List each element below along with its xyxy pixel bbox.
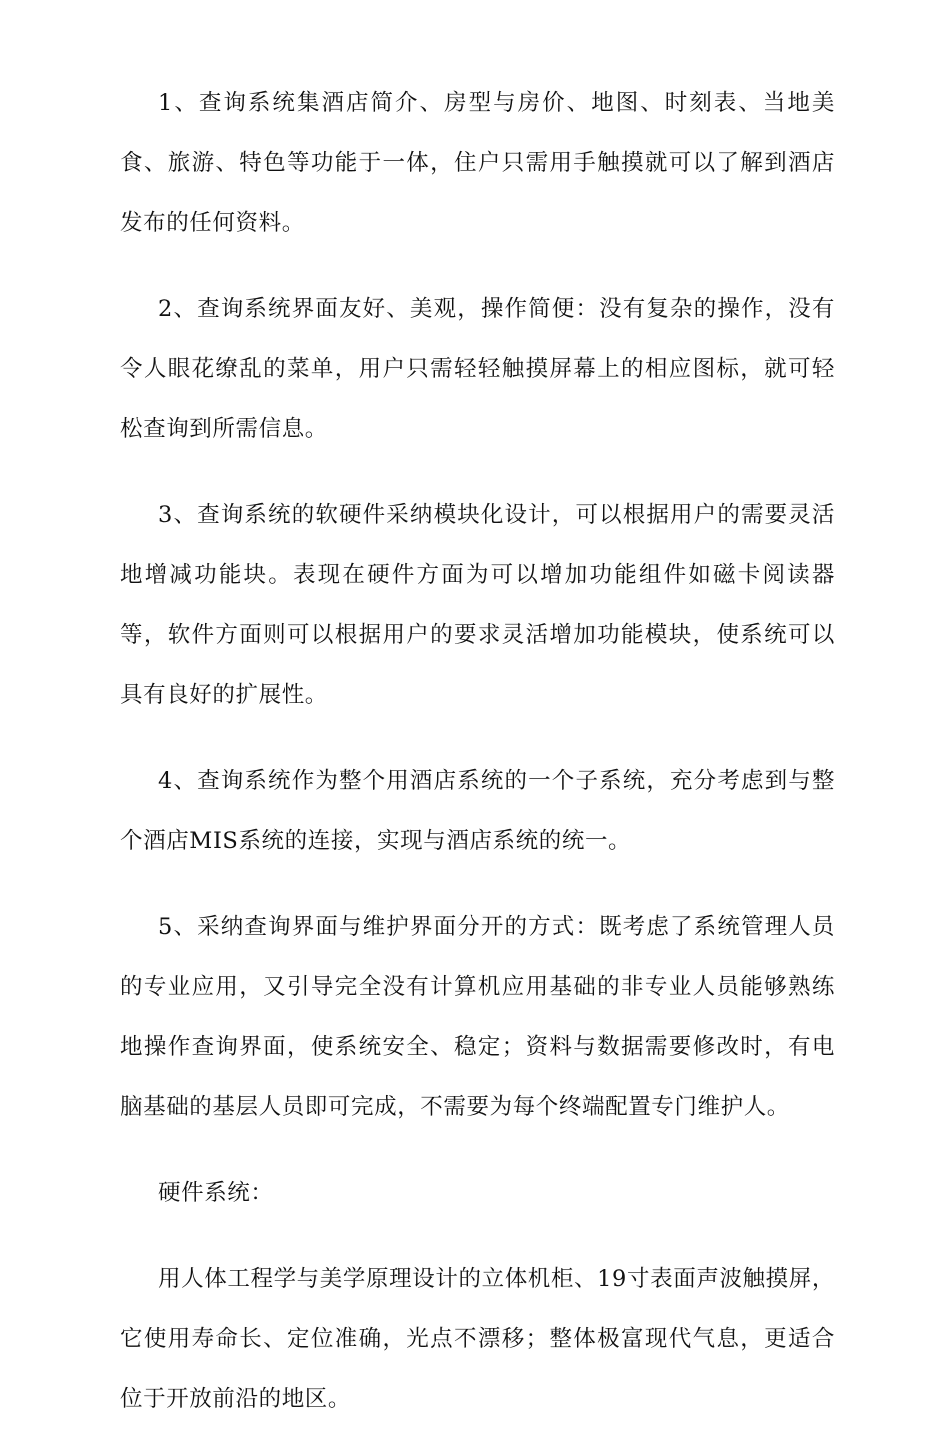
paragraph-feature-2: 2、查询系统界面友好、美观，操作简便：没有复杂的操作，没有令人眼花缭乱的菜单，用户只需轻轻触摸屏幕上的相应图标，就可轻松查询到所需信息。 (120, 296, 835, 442)
paragraph-feature-3: 3、查询系统的软硬件采纳模块化设计，可以根据用户的需要灵活地增减功能块。表现在硬件方面为可以增加功能组件如磁卡阅读器等，软件方面则可以根据用户的要求灵活增加功能模块，使系统可以具有良好的扩展性。 (120, 502, 835, 708)
section-heading-hardware: 硬件系统： (158, 1180, 274, 1206)
paragraph-feature-5: 5、采纳查询界面与维护界面分开的方式：既考虑了系统管理人员的专业应用，又引导完全没有计算机应用基础的非专业人员能够熟练地操作查询界面，使系统安全、稳定；资料与数据需要修改时，有电脑基础的基层人员即可完成，不需要为每个终端配置专门维护人。 (120, 914, 835, 1120)
paragraph-feature-1: 1、查询系统集酒店简介、房型与房价、地图、时刻表、当地美食、旅游、特色等功能于一体，住户只需用手触摸就可以了解到酒店发布的任何资料。 (120, 90, 835, 236)
paragraph-feature-4: 4、查询系统作为整个用酒店系统的一个子系统，充分考虑到与整个酒店MIS系统的连接，实现与酒店系统的统一。 (120, 768, 835, 854)
document-body (120, 73, 835, 1455)
paragraph-hardware: 用人体工程学与美学原理设计的立体机柜、19寸表面声波触摸屏，它使用寿命长、定位准确，光点不漂移；整体极富现代气息，更适合位于开放前沿的地区。 (120, 1266, 835, 1412)
